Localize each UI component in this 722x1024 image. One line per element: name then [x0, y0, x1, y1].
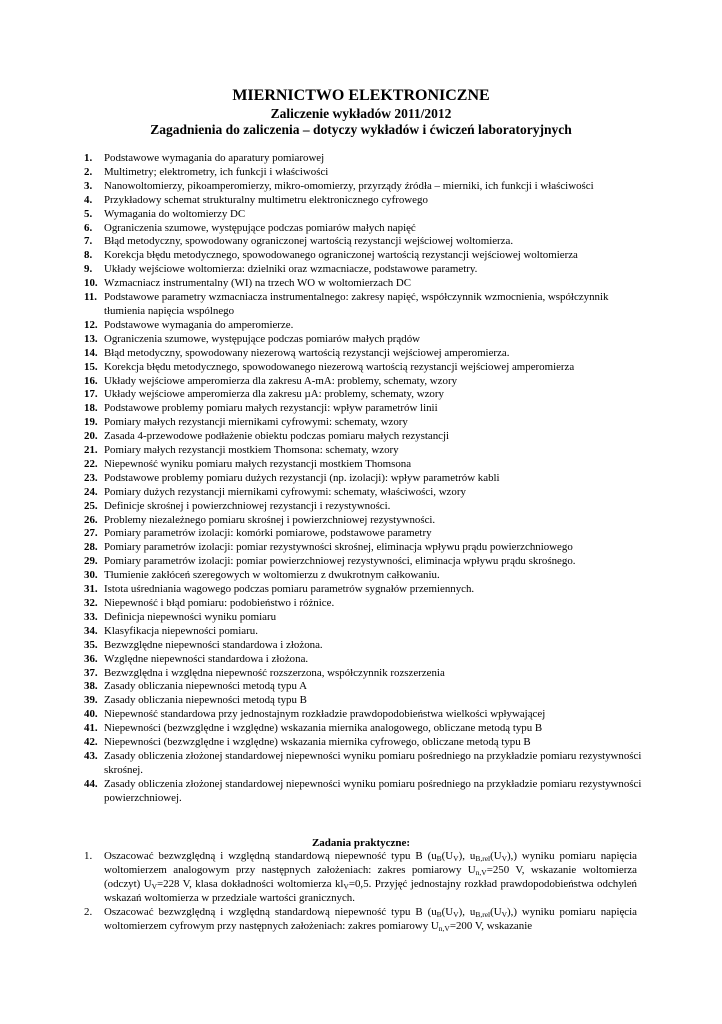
topic-number: 27. [84, 527, 98, 540]
topic-text: Podstawowe wymagania do amperomierze. [104, 318, 294, 331]
task-text-part: (U [441, 905, 454, 918]
topic-item [84, 667, 644, 681]
topic-text: Niepewności (bezwzględne i względne) wskazania miernika analogowego, obliczane metodą typu B [104, 722, 543, 735]
task-subscript: V [343, 881, 349, 891]
topic-number: 39. [84, 694, 98, 707]
practical-task [84, 850, 637, 906]
topic-item [84, 347, 644, 361]
task-text-part: =200 V, wskazanie [449, 919, 533, 932]
task-subscript: n,V [475, 867, 487, 877]
task-subscript: V [151, 881, 157, 891]
task-text-part: (U [490, 850, 502, 862]
topic-text: Definicje skrośnej i powierzchniowej rezystancji i rezystywności. [104, 499, 391, 512]
task-text-part: ),) wyniku pomiaru napięcia woltomierzem analogowym przy następnych założeniach: zakres pomiarowy U [104, 850, 637, 876]
task-subscript: V [453, 854, 459, 863]
task-number: 1. [84, 850, 93, 862]
task-text-part: ),) wyniku pomiaru napięcia woltomierzem cyfrowym przy następnych założeniach: zakres pomiarowy U [104, 905, 637, 932]
topic-item [84, 597, 644, 611]
practical-tasks-heading: Zadania praktyczne: [311, 837, 411, 849]
topic-item [84, 639, 644, 653]
topic-number: 15. [84, 360, 98, 373]
topic-item [84, 194, 644, 208]
topic-number: 3. [84, 179, 93, 192]
topic-item [84, 472, 644, 486]
topic-text: Klasyfikacja niepewności pomiaru. [104, 624, 258, 637]
topic-text: Istota uśredniania wagowego podczas pomiaru parametrów sygnałów przemiennych. [104, 583, 475, 596]
topic-item [84, 611, 644, 625]
topic-number: 33. [84, 610, 98, 623]
task-text-part: ), u [458, 850, 476, 862]
topic-item [84, 277, 644, 291]
topic-number: 22. [84, 457, 98, 470]
topic-item [84, 208, 644, 222]
topic-number: 17. [84, 388, 98, 401]
topic-number: 35. [84, 638, 98, 651]
topic-number: 30. [84, 569, 98, 582]
topic-item [84, 722, 644, 736]
topic-text: Pomiary małych rezystancji mostkiem Thomsona: schematy, wzory [104, 444, 399, 457]
topic-item [84, 166, 644, 180]
topic-item [84, 333, 644, 347]
topic-item [84, 263, 644, 277]
topic-item [84, 541, 644, 555]
topic-text: Bezwzględna i względna niepewność rozszerzona, współczynnik rozszerzenia [104, 666, 445, 679]
topic-number: 1. [84, 152, 93, 164]
topic-text: Wymagania do woltomierzy DC [104, 207, 246, 220]
topic-text: Ograniczenia szumowe, występujące podczas pomiarów małych napięć [104, 221, 416, 234]
topic-item [84, 235, 644, 249]
topic-number: 24. [84, 485, 98, 498]
topic-text: Pomiary małych rezystancji miernikami cyfrowymi: schematy, wzory [104, 416, 408, 429]
topic-item [84, 444, 644, 458]
topic-number: 13. [84, 332, 98, 345]
topic-text: Niepewność wyniku pomiaru małych rezystancji mostkiem Thomsona [104, 457, 412, 470]
topic-number: 21. [84, 444, 98, 457]
topic-text: Korekcja błędu metodycznego, spowodowanego niezerową wartością rezystancji wejściowej amperomierza [104, 360, 575, 373]
topic-number: 28. [84, 541, 98, 554]
topic-item [84, 514, 644, 528]
topic-item [84, 375, 644, 389]
topic-text: Zasada 4-przewodowe podłażenie obiektu podczas pomiaru małych rezystancji [104, 430, 450, 443]
topic-text: Układy wejściowe amperomierza dla zakresu µA: problemy, schematy, wzory [104, 388, 444, 401]
topic-number: 11. [84, 291, 98, 304]
topic-item [84, 527, 644, 541]
topic-item [84, 694, 644, 708]
topic-item [84, 291, 644, 319]
topic-text: Bezwzględne niepewności standardowa i złożona. [104, 638, 323, 651]
task-text-part: =250 V, wskazanie woltomierza (odczyt) U [104, 863, 638, 890]
topic-number: 14. [84, 346, 98, 359]
topic-number: 36. [84, 652, 98, 665]
practical-task [84, 906, 637, 934]
topic-number: 23. [84, 471, 98, 484]
topic-number: 32. [84, 597, 98, 609]
topic-text: Zasady obliczenia złożonej standardowej niepewności wyniku pomiaru pośredniego na przykładzie pomiaru rezystywności skrośnej. [104, 749, 642, 776]
topic-text: Definicja niepewności wyniku pomiaru [104, 610, 277, 623]
topic-item [84, 416, 644, 430]
task-text-part: (U [441, 850, 454, 862]
topic-text: Korekcja błędu metodycznego, spowodowanego ograniczonej wartością rezystancji wejściowej woltomierza [104, 249, 578, 262]
topic-text: Niepewność i błąd pomiaru: podobieństwo i różnice. [104, 597, 335, 609]
topic-number: 40. [84, 708, 98, 721]
topic-item [84, 555, 644, 569]
topic-text: Tłumienie zakłóceń szeregowych w woltomierzu z dwukrotnym całkowaniu. [104, 569, 440, 582]
topic-number: 2. [84, 165, 93, 178]
topic-text: Względne niepewności standardowa i złożona. [104, 652, 309, 665]
topic-item [84, 152, 644, 166]
topic-item [84, 319, 644, 333]
topic-number: 16. [84, 374, 98, 387]
topic-text: Zasady obliczania niepewności metodą typu B [104, 694, 307, 707]
task-text-part: Oszacować bezwzględną i względną standardową niepewność typu B (u [104, 850, 437, 862]
topic-item [84, 583, 644, 597]
task-text-part: (U [490, 905, 502, 918]
topic-text: Pomiary dużych rezystancji miernikami cyfrowymi: schematy, właściwości, wzory [104, 485, 466, 498]
topic-text: Zasady obliczenia złożonej standardowej niepewności wyniku pomiaru pośredniego na przykładzie pomiaru rezystywności powierzchniowej. [104, 777, 642, 804]
topic-item [84, 402, 644, 416]
topic-text: Niepewność standardowa przy jednostajnym rozkładzie prawdopodobieństwa wielkości wpływającej [104, 708, 546, 721]
practical-tasks-list [84, 850, 637, 933]
task-subscript: B,rel [475, 854, 491, 863]
topic-number: 18. [84, 402, 98, 415]
topic-number: 38. [84, 680, 98, 693]
topic-number: 31. [84, 583, 98, 596]
topic-number: 5. [84, 207, 93, 220]
task-text-part: =228 V, klasa dokładności woltomierza kl [156, 877, 344, 890]
document-subtitle-topics: Zagadnienia do zaliczenia – dotyczy wykładów i ćwiczeń laboratoryjnych [150, 122, 572, 137]
topic-item [84, 430, 644, 444]
topic-text: Podstawowe problemy pomiaru dużych rezystancji (np. izolacji): wpływ parametrów kabli [104, 471, 500, 484]
topic-text: Pomiary parametrów izolacji: komórki pomiarowe, podstawowe parametry [104, 527, 432, 540]
topic-number: 37. [84, 666, 98, 679]
topic-text: Pomiary parametrów izolacji: pomiar rezystywności skrośnej, eliminacja wpływu prądu powierzchniowego [104, 541, 573, 554]
topic-text: Problemy niezależnego pomiaru skrośnej i powierzchniowej rezystywności. [104, 513, 436, 526]
topic-number: 9. [84, 263, 93, 276]
topic-text: Podstawowe parametry wzmacniacza instrumentalnego: zakresy napięć, współczynnik wzmocnienia, współczynnik tłumienia napięcia wspólnego [104, 291, 609, 317]
task-subscript: V [501, 909, 508, 919]
topic-item [84, 180, 644, 194]
topic-item [84, 361, 644, 375]
task-subscript: B [436, 909, 442, 919]
task-subscript: B [436, 854, 442, 863]
topic-text: Błąd metodyczny, spowodowany niezerową wartością rezystancji wejściowej amperomierza. [104, 346, 510, 359]
topic-text: Podstawowe problemy pomiaru małych rezystancji: wpływ parametrów linii [104, 402, 438, 415]
topic-item [84, 736, 644, 750]
task-text-part: ), u [458, 905, 476, 918]
topic-text: Pomiary parametrów izolacji: pomiar powierzchniowej rezystywności, eliminacja wpływu prądu skrośnego. [104, 555, 576, 568]
task-number: 2. [84, 905, 93, 918]
task-subscript: V [501, 854, 508, 863]
topic-text: Niepewności (bezwzględne i względne) wskazania miernika cyfrowego, obliczane metodą typu B [104, 736, 531, 749]
topic-item [84, 569, 644, 583]
topic-item [84, 653, 644, 667]
topics-list [84, 152, 644, 806]
topic-item [84, 680, 644, 694]
topic-text: Zasady obliczania niepewności metodą typu A [104, 680, 307, 693]
topic-number: 25. [84, 499, 98, 512]
task-text [104, 850, 637, 904]
topic-number: 41. [84, 722, 98, 735]
topic-number: 26. [84, 513, 98, 526]
document-subtitle: Zaliczenie wykładów 2011/2012 [270, 106, 452, 121]
topic-text: Przykładowy schemat strukturalny multimetru elektronicznego cyfrowego [104, 193, 428, 206]
topic-number: 20. [84, 430, 98, 443]
topic-number: 8. [84, 249, 93, 262]
topic-item [84, 750, 644, 778]
topic-text: Błąd metodyczny, spowodowany ograniczonej wartością rezystancji wejściowej woltomierza. [104, 235, 514, 248]
topic-item [84, 388, 644, 402]
topic-number: 43. [84, 749, 98, 762]
topic-item [84, 222, 644, 236]
topic-number: 10. [84, 277, 98, 290]
topic-text: Układy wejściowe woltomierza: dzielniki oraz wzmacniacze, podstawowe parametry. [104, 263, 478, 276]
task-subscript: B,rel [475, 909, 491, 919]
topic-item [84, 486, 644, 500]
topic-item [84, 249, 644, 263]
topic-text: Nanowoltomierzy, pikoamperomierzy, mikro-omomierzy, przyrządy źródła – mierniki, ich funkcji i właściwości [104, 179, 594, 192]
topic-number: 7. [84, 235, 93, 248]
topic-number: 6. [84, 221, 93, 234]
task-subscript: V [453, 909, 459, 919]
topic-text: Ograniczenia szumowe, występujące podczas pomiarów małych prądów [104, 332, 421, 345]
topic-number: 4. [84, 193, 93, 206]
topic-item [84, 625, 644, 639]
topic-number: 44. [84, 777, 98, 790]
task-subscript: n,V [438, 923, 450, 933]
topic-number: 29. [84, 555, 98, 568]
topic-text: Układy wejściowe amperomierza dla zakresu A-mA: problemy, schematy, wzory [104, 374, 458, 387]
topic-number: 12. [84, 318, 98, 331]
topic-text: Podstawowe wymagania do aparatury pomiarowej [104, 152, 325, 164]
document-title: MIERNICTWO ELEKTRONICZNE [232, 87, 490, 104]
topic-item [84, 778, 644, 806]
topic-number: 19. [84, 416, 98, 429]
topic-number: 34. [84, 624, 98, 637]
topic-number: 42. [84, 736, 98, 749]
task-text-part: =0,5. Przyjęć jednostajny rozkład prawdopodobieństwa odchyleń wskazań woltomierza w przedziale wartości granicznych. [104, 877, 637, 904]
topic-text: Multimetry; elektrometry, ich funkcji i właściwości [104, 165, 329, 178]
topic-item [84, 500, 644, 514]
topic-item [84, 708, 644, 722]
task-text [104, 906, 637, 932]
topic-text: Wzmacniacz instrumentalny (WI) na trzech WO w woltomierzach DC [104, 277, 412, 290]
task-text-part: Oszacować bezwzględną i względną standardową niepewność typu B (u [104, 905, 437, 918]
topic-item [84, 458, 644, 472]
